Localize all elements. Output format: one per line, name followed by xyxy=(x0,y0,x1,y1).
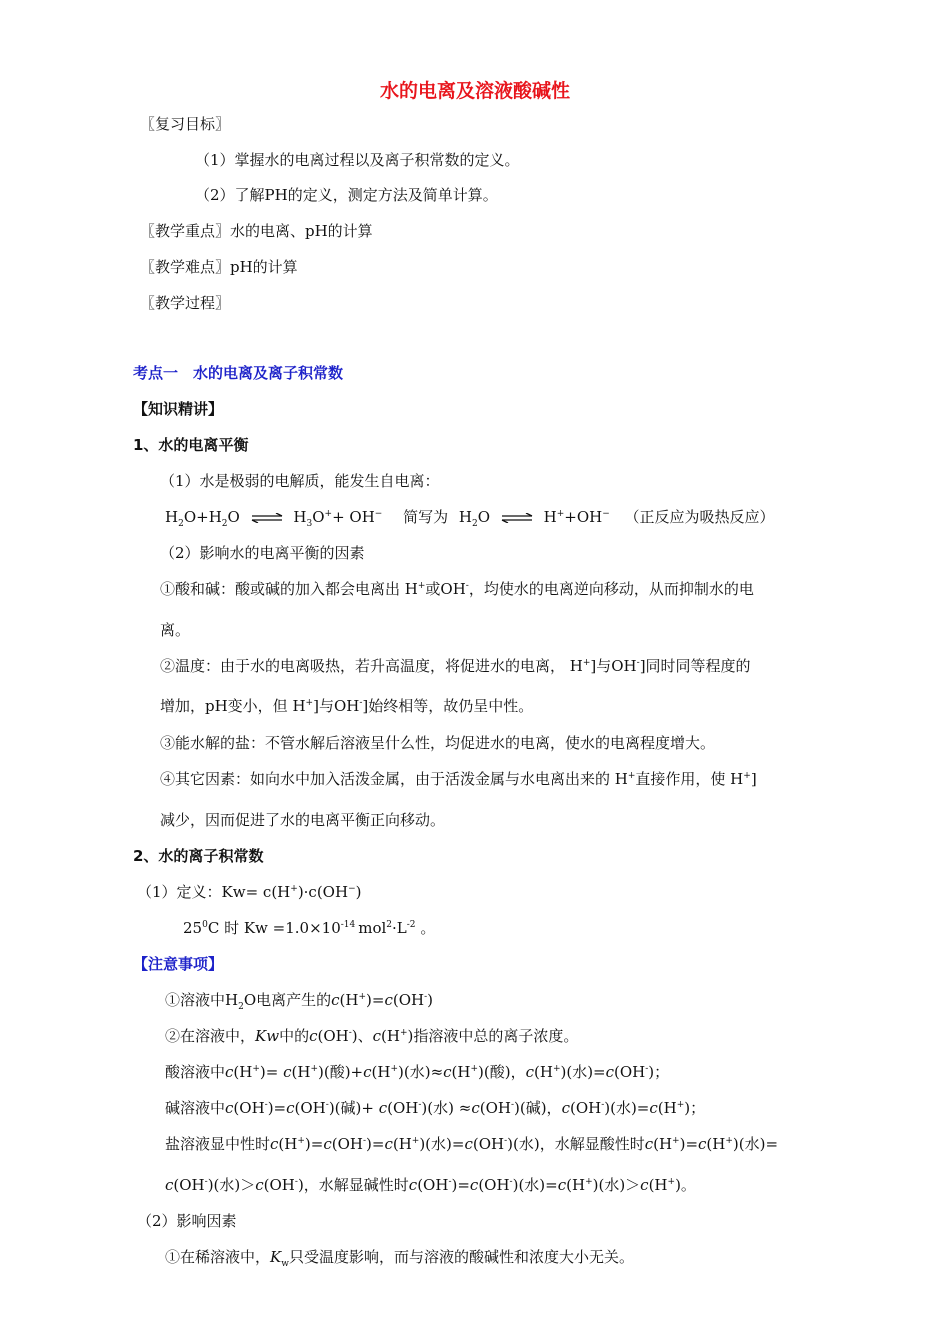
factor-other: ④其它因素：如向水中加入活泼金属，由于活泼金属与水电离出来的 H+直接作用，使 H+] xyxy=(160,770,757,788)
section-heading: 考点一 水的电离及离子积常数 xyxy=(133,364,344,382)
equilibrium-arrow-icon xyxy=(251,513,283,523)
factor-hydrolysis-salt: ③能水解的盐：不管水解后溶液呈什么性，均促进水的电离，使水的电离程度增大。 xyxy=(160,734,716,752)
goal-2: （2）了解PH的定义，测定方法及简单计算。 xyxy=(195,186,498,204)
para-factors: （2）影响水的电离平衡的因素 xyxy=(160,544,365,562)
para-ionization: （1）水是极弱的电解质，能发生自电离： xyxy=(160,472,440,490)
eq-simple-products: H++OH− xyxy=(543,508,610,526)
heading-water-ionization: 1、水的电离平衡 xyxy=(133,436,249,454)
note-base-solution: 碱溶液中c(OH-)=c(OH-)(碱)+ c(OH-)(水) ≈c(OH-)(碱)，c(OH-)(水)=c(H+)； xyxy=(165,1099,706,1117)
eq-note: （正反应为吸热反应） xyxy=(624,508,775,526)
goal-1: （1）掌握水的电离过程以及离子积常数的定义。 xyxy=(195,151,520,169)
eq-reactants: $H_2O+H_2O$ xyxy=(165,508,240,529)
note-acid-solution: 酸溶液中c(H+)= c(H+)(酸)+c(H+)(水)≈c(H+)(酸)，c(H+)(水)=c(OH-)； xyxy=(165,1063,670,1081)
factor-acid-base: ①酸和碱：酸或碱的加入都会电离出 H+或OH-，均使水的电离逆向移动，从而抑制水的电 xyxy=(160,580,754,598)
review-goal-label: 〖复习目标〗 xyxy=(140,115,231,133)
knowledge-label: 【知识精讲】 xyxy=(133,400,224,418)
note-1: ①溶液中$H_2O$电离产生的c(H+)=c(OH-) xyxy=(165,991,433,1012)
notes-label: 【注意事项】 xyxy=(133,955,224,973)
factor-temperature-cont: 增加，pH变小，但 H+]与OH-]始终相等，故仍呈中性。 xyxy=(160,697,534,715)
teaching-process: 〖教学过程〗 xyxy=(140,294,231,312)
factor-temperature: ②温度：由于水的电离吸热，若升高温度，将促进水的电离， H+]与OH-]同时同等程度的 xyxy=(160,657,751,675)
para-influencing-factors: （2）影响因素 xyxy=(137,1212,237,1230)
heading-ion-product: 2、水的离子积常数 xyxy=(133,847,264,865)
factor-acid-base-cont: 离。 xyxy=(160,621,191,639)
note-2: ②在溶液中，Kw中的c(OH-)、c(H+)指溶液中总的离子浓度。 xyxy=(165,1027,579,1045)
ionization-equation xyxy=(165,507,775,527)
factor-other-cont: 减少，因而促进了水的电离平衡正向移动。 xyxy=(160,811,446,829)
note-salt-solution-cont: c(OH-)(水)＞c(OH-)，水解显碱性时c(OH-)=c(OH-)(水)=c(H+)(水)＞c(H+)。 xyxy=(165,1176,696,1194)
equilibrium-arrow-icon xyxy=(501,513,533,523)
kw-value: $25^0C$ 时 $Kw =1.0\times 10^{-14}$ $mol^2\cdot L^{-2}$ 。 xyxy=(183,919,436,937)
eq-simplified-label: 简写为 xyxy=(403,508,449,526)
kw-definition: （1）定义：Kw= c(H+)·c(OH−) xyxy=(137,883,362,901)
eq-simple-reactant: $H_2O$ xyxy=(458,508,491,529)
eq-products: $H_3O^++ OH^-$ xyxy=(293,508,383,529)
note-salt-solution: 盐溶液显中性时c(H+)=c(OH-)=c(H+)(水)=c(OH-)(水)，水解显酸性时c(H+)=c(H+)(水)= xyxy=(165,1135,779,1153)
difficulty: 〖教学难点〗pH的计算 xyxy=(140,258,298,276)
page-title: 水的电离及溶液酸碱性 xyxy=(379,80,570,102)
key-point: 〖教学重点〗水的电离、pH的计算 xyxy=(140,222,373,240)
note-dilute-solution: ①在稀溶液中，$K_w$只受温度影响，而与溶液的酸碱性和浓度大小无关。 xyxy=(165,1248,634,1269)
